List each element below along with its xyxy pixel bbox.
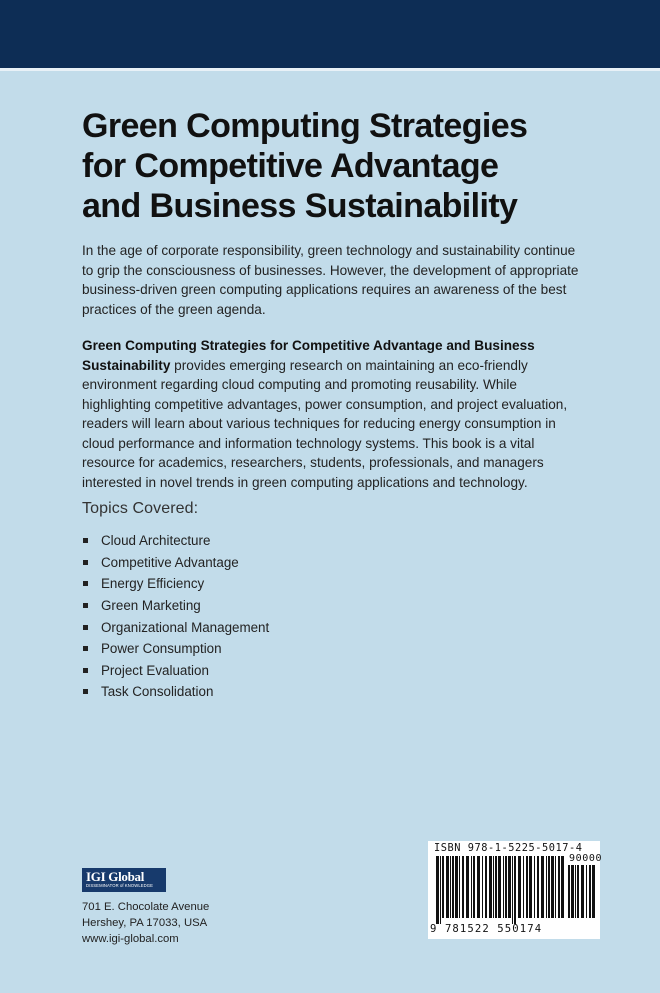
topics-heading: Topics Covered: — [82, 500, 199, 517]
isbn-label: ISBN 978-1-5225-5017-4 — [434, 842, 583, 854]
description-paragraph — [82, 336, 582, 492]
barcode-bar — [523, 856, 524, 918]
topic-label: Power Consumption — [101, 641, 222, 657]
top-band-divider — [0, 68, 660, 71]
topic-label: Task Consolidation — [101, 684, 214, 700]
description-text: provides emerging research on maintaining an eco-friendly environment regarding cloud computing and promoting reusability. While highlighting competitive advantages, power consumption, and project evaluation, readers will learn about various techniques for reducing energy consumption in cloud performance and information technology systems. This book is a vital resource for academics, researchers, students, professionals, and managers interested in novel trends in green computing applications and technology. — [82, 357, 568, 490]
bullet-icon — [83, 560, 88, 565]
topic-label: Energy Efficiency — [101, 576, 205, 592]
barcode-bar — [551, 856, 554, 918]
bullet-icon — [83, 581, 88, 586]
topic-item — [82, 595, 269, 617]
barcode-bar — [485, 856, 487, 918]
top-color-band — [0, 0, 660, 68]
barcode-bar — [568, 865, 570, 918]
title-line: and Business Sustainability — [82, 187, 518, 225]
barcode-bar — [489, 856, 492, 918]
barcode-bar — [529, 856, 532, 918]
topic-label: Project Evaluation — [101, 662, 209, 678]
bullet-icon — [83, 689, 88, 694]
barcode-bar — [455, 856, 458, 918]
logo-name: IGI Global — [86, 869, 145, 884]
barcode-bar — [555, 856, 556, 918]
publisher-address — [82, 899, 209, 947]
bullet-icon — [83, 625, 88, 630]
barcode-bar — [471, 856, 472, 918]
price-code: 90000 — [569, 853, 603, 864]
bullet-icon — [83, 646, 88, 651]
barcode-bar — [575, 865, 576, 918]
isbn-barcode — [428, 841, 603, 939]
intro-paragraph: In the age of corporate responsibility, green technology and sustainability continue to grip the consciousness of businesses. However, the development of appropriate business-driven green computing applications requires an awareness of the best practices of the green agenda. — [82, 243, 579, 317]
barcode-bar — [558, 856, 560, 918]
topic-item — [82, 530, 269, 552]
topic-item — [82, 660, 269, 682]
barcode-bar — [462, 856, 464, 918]
title-line: for Competitive Advantage — [82, 147, 499, 185]
barcode-bar — [473, 856, 475, 918]
bullet-icon — [83, 668, 88, 673]
barcode-bar — [440, 856, 441, 924]
topic-item — [82, 681, 269, 703]
barcode-bar — [514, 856, 516, 924]
book-title — [82, 106, 602, 226]
title-line: Green Computing Strategies — [82, 107, 528, 145]
barcode-bar — [534, 856, 535, 918]
topic-item — [82, 552, 269, 574]
barcode-bar — [459, 856, 460, 918]
barcode-bar — [452, 856, 454, 918]
barcode-bar — [508, 856, 511, 918]
barcode-bar — [589, 865, 591, 918]
barcode-bar — [495, 856, 497, 918]
barcode-bar — [581, 865, 584, 918]
topic-label: Competitive Advantage — [101, 554, 239, 570]
barcode-bar — [436, 856, 439, 924]
address-line: Hershey, PA 17033, USA — [82, 917, 208, 929]
barcode-bar — [466, 856, 469, 918]
description-bold-title: Green Computing Strategies for Competitive Advantage and Business Sustainability — [82, 338, 535, 373]
topic-label: Organizational Management — [101, 619, 270, 635]
barcode-bar — [512, 856, 513, 924]
barcode-bar — [446, 856, 449, 918]
ean-digits: 9 781522 550174 — [430, 923, 543, 935]
barcode-bar — [592, 865, 595, 918]
barcode-bar — [541, 856, 544, 918]
barcode-bar — [526, 856, 528, 918]
publisher-logo — [82, 868, 166, 892]
barcode-bar — [571, 865, 574, 918]
address-line: 701 E. Chocolate Avenue — [82, 901, 210, 913]
barcode-bar — [537, 856, 539, 918]
barcode-bar — [561, 856, 564, 918]
barcode-bar — [586, 865, 587, 918]
topics-list — [82, 530, 269, 703]
barcode-bar — [477, 856, 480, 918]
topic-item — [82, 638, 269, 660]
barcode-bar — [505, 856, 507, 918]
barcode-bar — [548, 856, 550, 918]
price-barcode-bars — [568, 865, 598, 924]
barcode-bar — [518, 856, 521, 918]
barcode-bar — [442, 856, 444, 918]
barcode-bar — [493, 856, 494, 918]
bullet-icon — [83, 603, 88, 608]
barcode-bar — [503, 856, 504, 918]
barcode-bar — [577, 865, 579, 918]
topic-item — [82, 616, 269, 638]
ean-barcode-bars — [436, 856, 564, 924]
topic-item — [82, 573, 269, 595]
barcode-bar — [482, 856, 483, 918]
topic-label: Cloud Architecture — [101, 533, 211, 549]
logo-tagline: DISSEMINATOR of KNOWLEDGE — [86, 883, 154, 888]
website-link[interactable]: www.igi-global.com — [82, 933, 179, 945]
bullet-icon — [83, 538, 88, 543]
barcode-bar — [498, 856, 501, 918]
barcode-bar — [546, 856, 547, 918]
topic-label: Green Marketing — [101, 598, 201, 614]
barcode-bar — [450, 856, 451, 918]
